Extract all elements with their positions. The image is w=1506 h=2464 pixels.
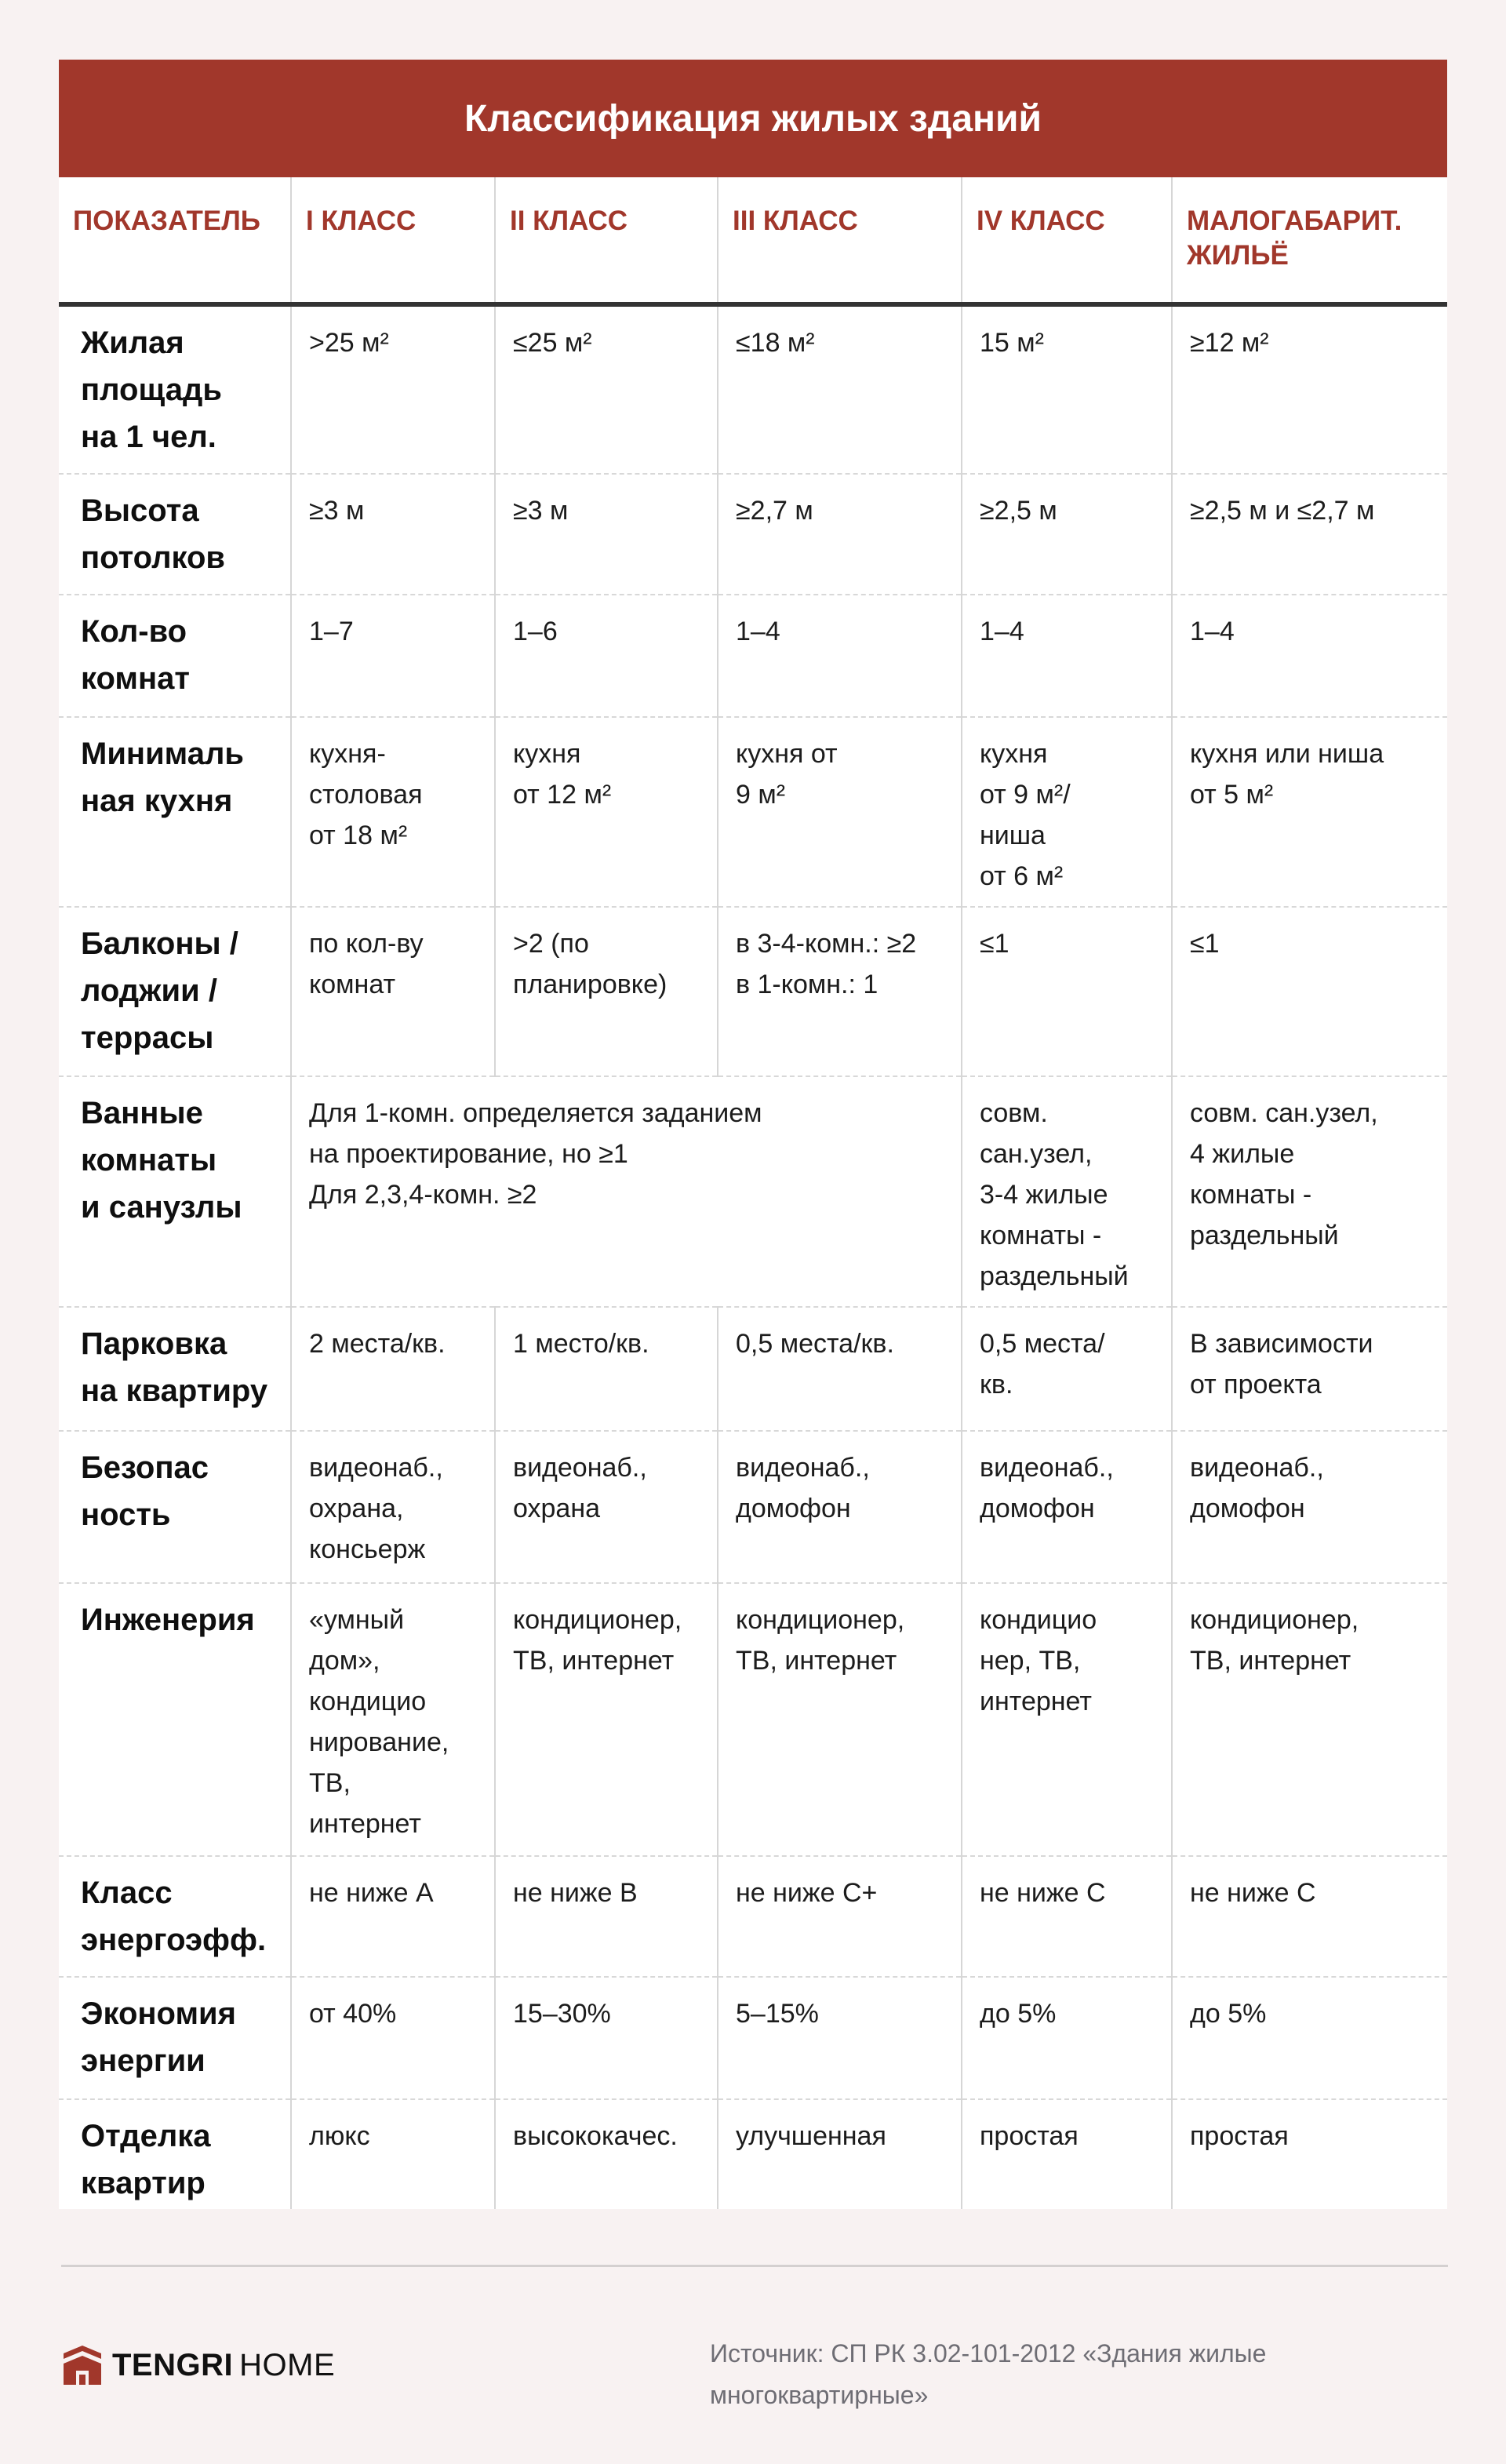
table-cell (962, 304, 1172, 474)
cell-line: от 6 м² (980, 861, 1064, 891)
row-label (59, 474, 291, 595)
cell-line: ≤18 м² (736, 328, 815, 358)
table-cell (718, 1431, 962, 1583)
page-title: Классификация жилых зданий (464, 97, 1042, 140)
table-cell (1172, 1977, 1447, 2099)
cell-line: от 18 м² (309, 821, 408, 850)
table-cell (962, 595, 1172, 717)
cell-line: Для 1-комн. определяется заданием (309, 1098, 762, 1128)
table-cell (1172, 1076, 1447, 1307)
cell-line: ≤1 (1190, 929, 1220, 959)
header-class-4: IV КЛАСС (962, 177, 1172, 304)
cell-line: ≥2,5 м (980, 496, 1057, 526)
table-row (59, 595, 1447, 717)
table-cell (495, 1431, 718, 1583)
cell-line: охрана (513, 1494, 601, 1523)
table-cell (291, 717, 495, 907)
cell-line: видеонаб., (309, 1453, 443, 1483)
source-line-1: Источник: СП РК 3.02-101-2012 «Здания жилые (710, 2339, 1267, 2368)
classification-card (59, 60, 1447, 2209)
cell-line: кухня от (736, 739, 838, 769)
table-cell (1172, 1583, 1447, 1856)
cell-line: кухня (980, 739, 1048, 769)
table-cell (291, 1307, 495, 1431)
row-label (59, 2099, 291, 2209)
table-row (59, 1431, 1447, 1583)
table-header-row (59, 177, 1447, 304)
table-cell (718, 907, 962, 1076)
table-cell (291, 474, 495, 595)
table-row (59, 474, 1447, 595)
cell-line: ≥3 м (309, 496, 365, 526)
table-cell (962, 474, 1172, 595)
table-cell (495, 717, 718, 907)
cell-line: улучшенная (736, 2121, 886, 2151)
table-body (59, 304, 1447, 2209)
cell-line: от 9 м²/ (980, 780, 1071, 810)
table-cell (495, 1307, 718, 1431)
header-small-size-text: МАЛОГАБАРИТ. ЖИЛЬЁ (1187, 206, 1402, 271)
table-cell (962, 1977, 1172, 2099)
table-cell (291, 595, 495, 717)
cell-line: до 5% (1190, 1999, 1267, 2029)
cell-line: кухня- (309, 739, 386, 769)
header-class-3: III КЛАСС (718, 177, 962, 304)
table-cell (495, 907, 718, 1076)
cell-line: Минималь (81, 737, 244, 771)
table-row (59, 1856, 1447, 1977)
table-cell (1172, 1431, 1447, 1583)
table-cell (718, 2099, 962, 2209)
cell-line: Высота (81, 493, 199, 528)
cell-line: не ниже С (980, 1878, 1106, 1908)
cell-line: ≥2,7 м (736, 496, 813, 526)
cell-line: видеонаб., (513, 1453, 647, 1483)
cell-line: на проектирование, но ≥1 (309, 1139, 628, 1169)
footer-divider (61, 2265, 1448, 2267)
cell-line: по кол-ву (309, 929, 424, 959)
cell-line: площадь (81, 373, 222, 407)
cell-line: Для 2,3,4-комн. ≥2 (309, 1180, 537, 1210)
cell-line: нер, ТВ, (980, 1646, 1081, 1676)
cell-line: столовая (309, 780, 423, 810)
cell-line: комнат (81, 661, 190, 696)
cell-line: 2 места/кв. (309, 1329, 446, 1359)
table-cell (495, 2099, 718, 2209)
cell-line: «умный (309, 1605, 405, 1635)
table-cell (1172, 474, 1447, 595)
cell-line: совм. (980, 1098, 1048, 1128)
cell-line: дом», (309, 1646, 380, 1676)
brand-bold: TENGRI (112, 2347, 234, 2382)
table-cell (718, 304, 962, 474)
cell-line: домофон (980, 1494, 1095, 1523)
cell-line: комнаты (81, 1143, 217, 1177)
cell-line: кухня (513, 739, 581, 769)
table-cell (962, 1431, 1172, 1583)
table-row (59, 1583, 1447, 1856)
table-cell (718, 1307, 962, 1431)
cell-line: 3-4 жилые (980, 1180, 1108, 1210)
table-cell (962, 1856, 1172, 1977)
brand-light: HOME (239, 2347, 336, 2382)
table-cell (495, 304, 718, 474)
cell-line: комнат (309, 970, 396, 999)
cell-line: кондиционер, (1190, 1605, 1359, 1635)
cell-line: видеонаб., (980, 1453, 1114, 1483)
cell-line: видеонаб., (1190, 1453, 1324, 1483)
row-label (59, 1856, 291, 1977)
table-cell (962, 2099, 1172, 2209)
cell-line: террасы (81, 1021, 214, 1055)
cell-line: 1–7 (309, 617, 354, 646)
cell-line: до 5% (980, 1999, 1057, 2029)
table-cell (495, 1583, 718, 1856)
cell-line: энергии (81, 2044, 206, 2078)
cell-line: не ниже В (513, 1878, 638, 1908)
table-cell-merged (291, 1076, 962, 1307)
cell-line: на 1 чел. (81, 420, 216, 454)
table-cell (962, 1307, 1172, 1431)
row-label (59, 1431, 291, 1583)
cell-line: Балконы / (81, 926, 238, 961)
cell-line: 15 м² (980, 328, 1044, 358)
cell-line: Безопас (81, 1450, 209, 1485)
cell-line: простая (980, 2121, 1079, 2151)
cell-line: 1–4 (736, 617, 780, 646)
cell-line: высококачес. (513, 2121, 678, 2151)
cell-line: квартир (81, 2166, 206, 2200)
cell-line: ТВ, интернет (736, 1646, 897, 1676)
cell-line: ≥3 м (513, 496, 569, 526)
cell-line: ТВ, интернет (1190, 1646, 1351, 1676)
table-cell (962, 717, 1172, 907)
table-cell (291, 304, 495, 474)
table-cell (291, 1977, 495, 2099)
cell-line: в 1-комн.: 1 (736, 970, 878, 999)
table-cell (1172, 907, 1447, 1076)
cell-line: сан.узел, (980, 1139, 1093, 1169)
cell-line: 1–4 (1190, 617, 1235, 646)
cell-line: Парковка (81, 1327, 227, 1361)
table-cell (962, 1583, 1172, 1856)
cell-line: от 40% (309, 1999, 397, 2029)
row-label (59, 1977, 291, 2099)
table-row (59, 907, 1447, 1076)
cell-line: консьерж (309, 1534, 426, 1564)
cell-line: кондиционер, (513, 1605, 682, 1635)
cell-line: 1–4 (980, 617, 1024, 646)
cell-line: 1 место/кв. (513, 1329, 649, 1359)
row-label (59, 304, 291, 474)
table-cell (291, 1856, 495, 1977)
house-icon (64, 2346, 101, 2385)
cell-line: 1–6 (513, 617, 558, 646)
cell-line: 15–30% (513, 1999, 611, 2029)
cell-line: Ванные (81, 1096, 203, 1130)
cell-line: комнаты - (980, 1221, 1102, 1250)
row-label (59, 717, 291, 907)
table-cell (718, 717, 962, 907)
cell-line: домофон (1190, 1494, 1305, 1523)
cell-line: комнаты - (1190, 1180, 1312, 1210)
cell-line: ≤25 м² (513, 328, 592, 358)
table-cell (962, 907, 1172, 1076)
table-row (59, 1977, 1447, 2099)
table-cell (495, 1977, 718, 2099)
cell-line: не ниже А (309, 1878, 434, 1908)
cell-line: не ниже С+ (736, 1878, 878, 1908)
cell-line: 5–15% (736, 1999, 819, 2029)
cell-line: планировке) (513, 970, 668, 999)
table-cell (1172, 595, 1447, 717)
cell-line: нирование, (309, 1727, 449, 1757)
row-label (59, 1307, 291, 1431)
cell-line: интернет (309, 1809, 421, 1839)
table-row (59, 1307, 1447, 1431)
cell-line: от проекта (1190, 1370, 1322, 1399)
brand-name (112, 2348, 335, 2383)
table-cell (495, 595, 718, 717)
cell-line: В зависимости (1190, 1329, 1373, 1359)
cell-line: ТВ, интернет (513, 1646, 675, 1676)
cell-line: Экономия (81, 1996, 236, 2031)
row-label (59, 1076, 291, 1307)
table-row (59, 717, 1447, 907)
cell-line: от 12 м² (513, 780, 612, 810)
cell-line: кухня или ниша (1190, 739, 1384, 769)
cell-line: люкс (309, 2121, 370, 2151)
source-note (710, 2333, 1416, 2416)
table-cell (1172, 1856, 1447, 1977)
table-cell (291, 1583, 495, 1856)
cell-line: ниша (980, 821, 1046, 850)
table-cell (1172, 304, 1447, 474)
cell-line: в 3-4-комн.: ≥2 (736, 929, 917, 959)
table-cell (718, 1856, 962, 1977)
cell-line: Инженерия (81, 1603, 255, 1637)
cell-line: >25 м² (309, 328, 389, 358)
table-cell (718, 1977, 962, 2099)
cell-line: раздельный (1190, 1221, 1339, 1250)
cell-line: и санузлы (81, 1190, 242, 1225)
cell-line: ность (81, 1498, 171, 1532)
cell-line: кондицио (980, 1605, 1097, 1635)
cell-line: потолков (81, 540, 226, 575)
cell-line: на квартиру (81, 1374, 268, 1408)
table-cell (495, 474, 718, 595)
cell-line: Жилая (81, 326, 184, 360)
cell-line: ≤1 (980, 929, 1009, 959)
cell-line: интернет (980, 1687, 1092, 1716)
header-class-2: II КЛАСС (495, 177, 718, 304)
source-line-2: многоквартирные» (710, 2381, 929, 2409)
cell-line: 9 м² (736, 780, 786, 810)
cell-line: кондиционер, (736, 1605, 905, 1635)
cell-line: 0,5 места/ (980, 1329, 1105, 1359)
table-cell (291, 907, 495, 1076)
cell-line: Отделка (81, 2119, 211, 2153)
table-cell (291, 2099, 495, 2209)
table-cell (718, 595, 962, 717)
cell-line: видеонаб., (736, 1453, 870, 1483)
header-indicator: ПОКАЗАТЕЛЬ (59, 177, 291, 304)
row-label (59, 1583, 291, 1856)
cell-line: энергоэфф. (81, 1923, 267, 1957)
title-band (59, 60, 1447, 177)
cell-line: >2 (по (513, 929, 589, 959)
table-cell (718, 474, 962, 595)
cell-line: ная кухня (81, 784, 233, 818)
table-cell (1172, 717, 1447, 907)
table-cell (291, 1431, 495, 1583)
cell-line: не ниже С (1190, 1878, 1316, 1908)
table-cell (495, 1856, 718, 1977)
cell-line: Класс (81, 1876, 173, 1910)
cell-line: ≥2,5 м и ≤2,7 м (1190, 496, 1375, 526)
cell-line: ≥12 м² (1190, 328, 1269, 358)
tengri-home-logo (64, 2346, 335, 2385)
table-row (59, 2099, 1447, 2209)
cell-line: домофон (736, 1494, 851, 1523)
table-cell (962, 1076, 1172, 1307)
cell-line: простая (1190, 2121, 1289, 2151)
cell-line: раздельный (980, 1261, 1129, 1291)
cell-line: кв. (980, 1370, 1013, 1399)
table-cell (1172, 2099, 1447, 2209)
header-class-1: I КЛАСС (291, 177, 495, 304)
cell-line: охрана, (309, 1494, 404, 1523)
cell-line: Кол-во (81, 614, 187, 649)
row-label (59, 907, 291, 1076)
header-small-size (1172, 177, 1447, 304)
cell-line: кондицио (309, 1687, 427, 1716)
cell-line: от 5 м² (1190, 780, 1274, 810)
table-cell (718, 1583, 962, 1856)
table-row (59, 304, 1447, 474)
cell-line: 0,5 места/кв. (736, 1329, 894, 1359)
cell-line: лоджии / (81, 974, 217, 1008)
cell-line: 4 жилые (1190, 1139, 1295, 1169)
table-row (59, 1076, 1447, 1307)
table-cell (1172, 1307, 1447, 1431)
classification-table (59, 177, 1447, 2209)
cell-line: ТВ, (309, 1768, 351, 1798)
row-label (59, 595, 291, 717)
cell-line: совм. сан.узел, (1190, 1098, 1378, 1128)
